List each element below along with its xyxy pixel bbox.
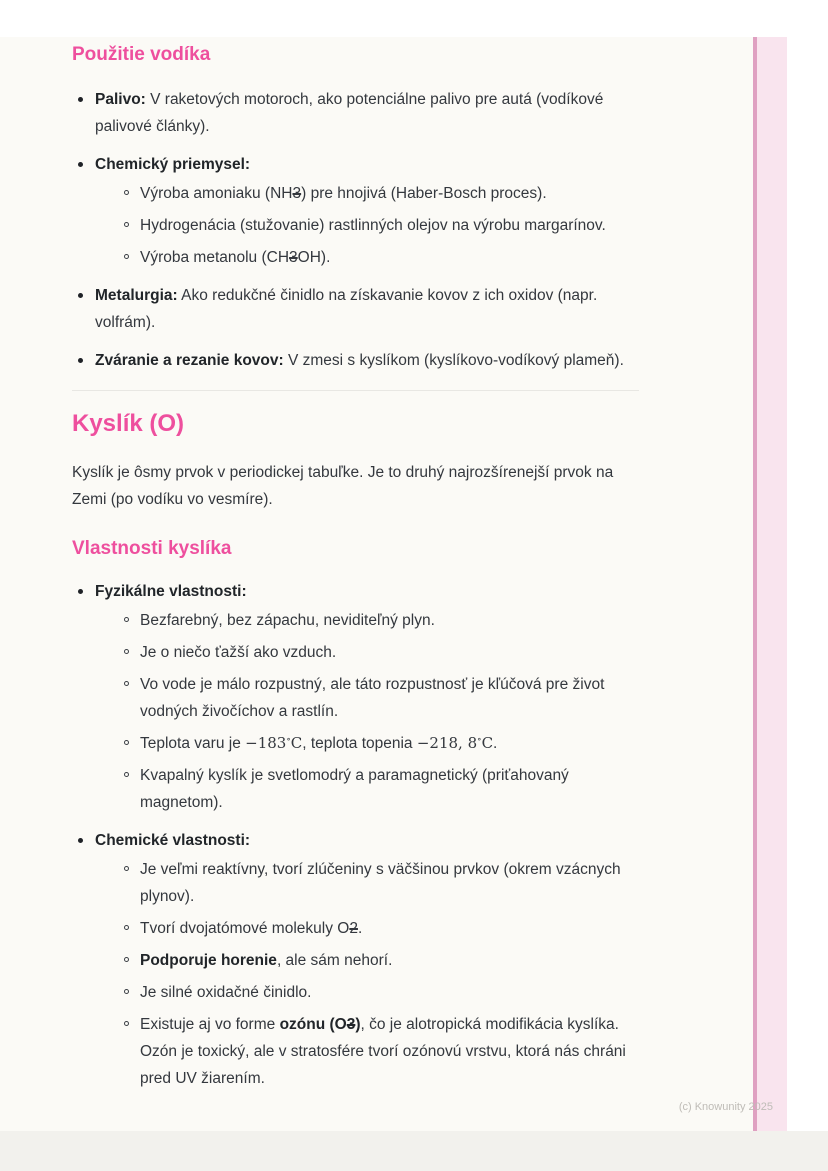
text-segment: Výroba amoniaku (NH — [140, 185, 293, 202]
bold-text: ozónu (O — [279, 1016, 347, 1033]
list-item-text — [140, 217, 606, 234]
bold-text: Metalurgia: — [95, 287, 178, 304]
bold-text: Chemický priemysel: — [95, 156, 251, 173]
list-item-text — [95, 287, 597, 331]
text-segment: , čo je alotropická modifikácia kyslíka. Ozón je toxický, ale v stratosfére tvorí ozónovú vrstvu, ktorá nás chráni pred UV žiarením. — [140, 1016, 626, 1087]
list-item — [72, 347, 639, 374]
circle-icon — [124, 254, 129, 259]
text-segment: 3 — [292, 185, 302, 202]
list-item-text — [95, 156, 250, 173]
text-segment: , teplota topenia — [302, 735, 417, 752]
bullet-list — [72, 578, 639, 1092]
text-segment: . — [493, 735, 498, 752]
text-segment: Existuje aj vo forme — [140, 1016, 280, 1033]
text-segment: C — [481, 734, 494, 752]
sub-bullet-list — [118, 607, 639, 816]
circle-icon — [124, 617, 129, 622]
page-edge-stripe — [753, 37, 787, 1131]
list-item — [72, 578, 639, 816]
list-item-text — [140, 920, 362, 937]
list-item-text — [140, 767, 569, 811]
circle-icon — [124, 1021, 129, 1026]
circle-icon — [124, 989, 129, 994]
text-segment: ∘ — [477, 734, 482, 745]
text-segment: Ako redukčné činidlo na získavanie kovov z ich oxidov (napr. volfrám). — [95, 287, 598, 331]
circle-icon — [124, 866, 129, 871]
circle-icon — [124, 772, 129, 777]
text-segment: V raketových motoroch, ako potenciálne palivo pre autá (vodíkové palivové články). — [95, 91, 604, 135]
sub-bullet-list — [118, 180, 639, 271]
text-segment: −183 — [245, 734, 287, 752]
list-item — [118, 947, 639, 974]
text-segment: Bezfarebný, bez zápachu, neviditeľný plyn. — [140, 612, 435, 629]
list-item-text — [95, 91, 603, 135]
bold-text: Chemické vlastnosti: — [95, 832, 251, 849]
bold-text: Zváranie a rezanie kovov: — [95, 352, 284, 369]
circle-icon — [124, 649, 129, 654]
document-page — [0, 37, 787, 1131]
text-segment: Teplota varu je — [140, 735, 246, 752]
list-item — [72, 86, 639, 140]
circle-icon — [124, 681, 129, 686]
text-segment: Výroba metanolu (CH — [140, 249, 290, 266]
text-segment: ∘ — [286, 734, 291, 745]
list-item — [118, 915, 639, 942]
list-item-text — [140, 185, 547, 202]
bullet-icon — [78, 589, 83, 594]
text-segment: Tvorí dvojatómové molekuly O — [140, 920, 350, 937]
list-item — [72, 827, 639, 1092]
list-item — [72, 151, 639, 271]
text-segment: Kvapalný kyslík je svetlomodrý a paramagnetický (priťahovaný magnetom). — [140, 767, 569, 811]
circle-icon — [124, 925, 129, 930]
bold-text: Fyzikálne vlastnosti: — [95, 583, 247, 600]
text-segment: , ale sám nehorí. — [276, 952, 393, 969]
circle-icon — [124, 740, 129, 745]
list-item-text — [140, 1016, 626, 1087]
page-gap — [0, 1131, 828, 1171]
text-segment: . — [357, 920, 363, 937]
list-item — [72, 282, 639, 336]
list-item — [118, 212, 639, 239]
bullet-icon — [78, 838, 83, 843]
text-segment: OH). — [297, 249, 331, 266]
list-item — [118, 244, 639, 271]
list-item-text — [140, 735, 497, 752]
section-heading-kyslik: Kyslík (O) — [72, 410, 185, 437]
bullet-icon — [78, 293, 83, 298]
text-segment: 3 — [289, 249, 298, 266]
bold-text: Palivo: — [95, 91, 146, 108]
text-segment: Je veľmi reaktívny, tvorí zlúčeniny s väčšinou prvkov (okrem vzácnych plynov). — [140, 861, 621, 905]
section-heading-pouzitie-vodika: Použitie vodíka — [72, 44, 211, 65]
text-segment: Je o niečo ťažší ako vzduch. — [140, 644, 337, 661]
list-item-text — [140, 861, 621, 905]
text-segment: −218, 8 — [416, 734, 478, 752]
list-item-text — [140, 644, 336, 661]
circle-icon — [124, 222, 129, 227]
bullet-list — [72, 86, 639, 374]
bold-text: Podporuje horenie — [140, 952, 277, 969]
list-item-text — [95, 352, 624, 369]
bullet-icon — [78, 358, 83, 363]
list-item-text — [95, 583, 247, 600]
sub-bullet-list — [118, 856, 639, 1092]
text-segment: Hydrogenácia (stužovanie) rastlinných olejov na výrobu margarínov. — [140, 217, 606, 234]
text-segment: V zmesi s kyslíkom (kyslíkovo-vodíkový plameň). — [283, 352, 624, 369]
bold-text: ) — [355, 1016, 361, 1033]
watermark: (c) Knowunity 2025 — [678, 1101, 773, 1113]
section-heading-vlastnosti-kyslika: Vlastnosti kyslíka — [72, 538, 232, 559]
list-item-text — [95, 832, 250, 849]
text-segment: Je silné oxidačné činidlo. — [140, 984, 312, 1001]
text-segment: C — [290, 734, 303, 752]
list-item — [118, 730, 639, 757]
list-item-text — [140, 984, 311, 1001]
list-item — [118, 639, 639, 666]
list-item — [118, 856, 639, 910]
bold-text: 3 — [346, 1016, 356, 1033]
list-item-text — [140, 676, 604, 720]
list-item — [118, 1011, 639, 1092]
list-item — [118, 180, 639, 207]
paragraph: Kyslík je ôsmy prvok v periodickej tabuľke. Je to druhý najrozšírenejší prvok na Zemi (po vodíku vo vesmíre). — [72, 464, 614, 508]
text-segment: Vo vode je málo rozpustný, ale táto rozpustnosť je kľúčová pre život vodných živočíchov a rastlín. — [140, 676, 605, 720]
section-divider — [72, 390, 639, 391]
list-item — [118, 762, 639, 816]
list-item — [118, 607, 639, 634]
circle-icon — [124, 190, 129, 195]
list-item-text — [140, 952, 392, 969]
list-item-text — [140, 612, 435, 629]
list-item — [118, 671, 639, 725]
bullet-icon — [78, 162, 83, 167]
document-body — [72, 37, 639, 1092]
text-segment: ) pre hnojivá (Haber-Bosch proces). — [301, 185, 547, 202]
circle-icon — [124, 957, 129, 962]
bullet-icon — [78, 97, 83, 102]
text-segment: 2 — [349, 920, 358, 937]
list-item-text — [140, 249, 330, 266]
list-item — [118, 979, 639, 1006]
